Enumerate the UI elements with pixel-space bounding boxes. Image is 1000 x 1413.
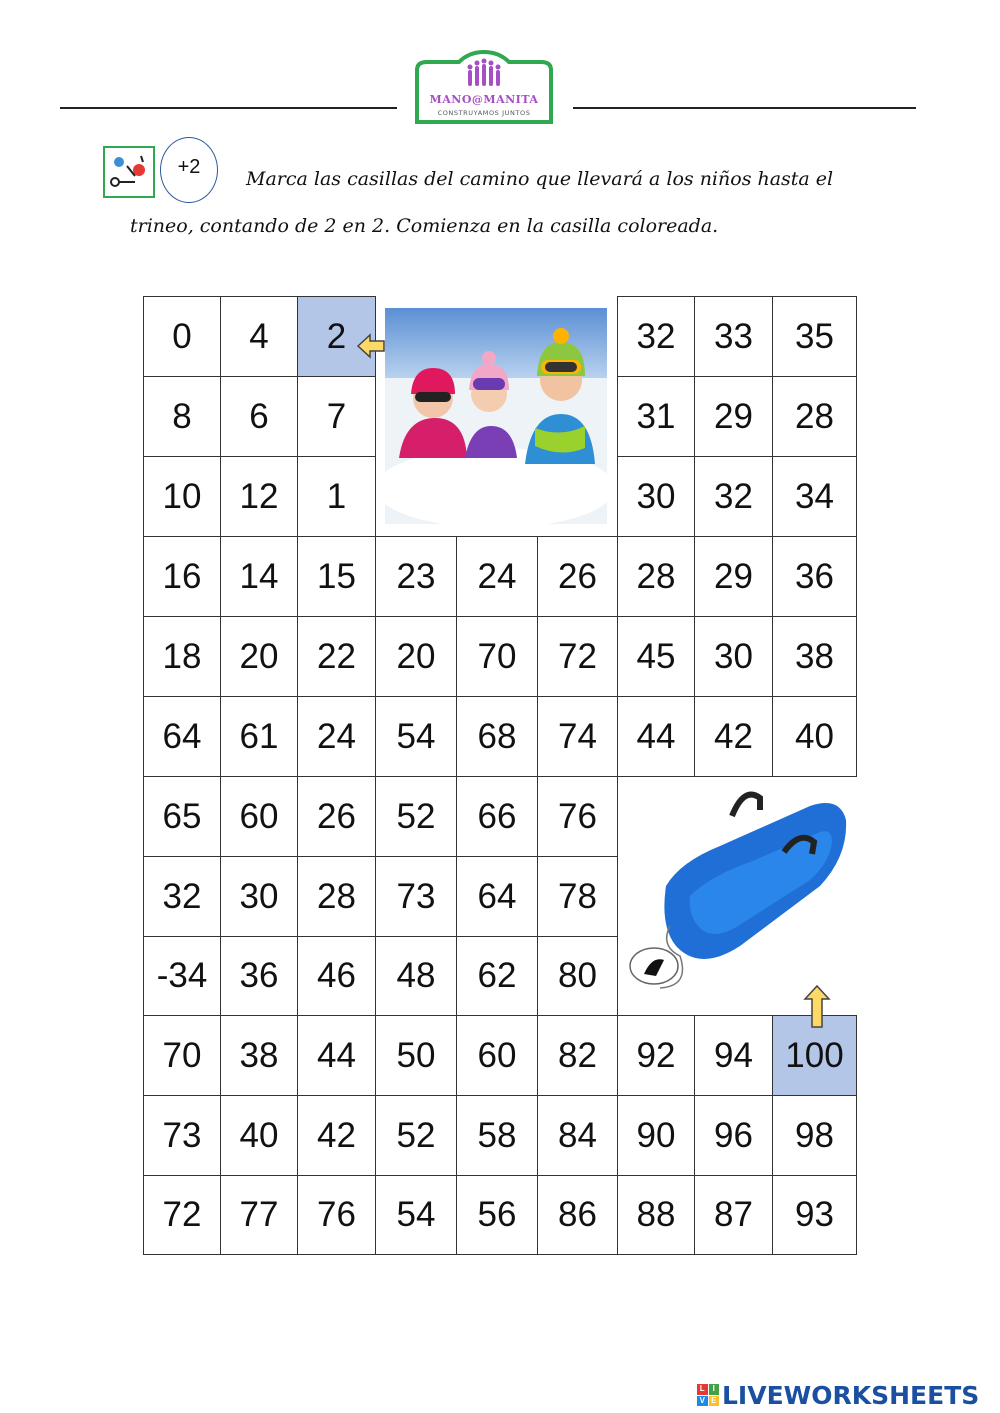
grid-cell[interactable]: 84 [537,1095,618,1176]
grid-cell[interactable]: 58 [456,1095,538,1176]
brand-name: LIVEWORKSHEETS [722,1380,980,1410]
grid-cell[interactable]: 60 [220,776,298,857]
grid-cell[interactable]: 4 [220,296,298,377]
grid-cell[interactable]: 66 [456,776,538,857]
arrow-left-icon [357,333,385,359]
grid-cell[interactable]: 76 [537,776,618,857]
grid-cell[interactable]: 62 [456,936,538,1016]
grid-cell[interactable]: 8 [143,376,221,457]
header-rule-left [60,107,397,109]
grid-cell[interactable]: 46 [297,936,376,1016]
grid-cell[interactable]: 29 [694,376,773,457]
grid-cell[interactable]: 72 [143,1175,221,1255]
grid-cell[interactable]: 31 [617,376,695,457]
logo-name: MANO@MANITA [429,93,539,106]
grid-cell[interactable]: 44 [297,1015,376,1096]
liveworksheets-logo-icon: L I V E [697,1384,719,1406]
grid-cell[interactable]: 52 [375,776,457,857]
grid-cell[interactable]: 61 [220,696,298,777]
grid-cell[interactable]: 20 [220,616,298,697]
header-rule-right [573,107,916,109]
grid-cell[interactable]: 14 [220,536,298,617]
grid-cell[interactable]: 30 [220,856,298,937]
grid-cell[interactable]: 12 [220,456,298,537]
grid-cell[interactable]: 28 [772,376,857,457]
grid-cell[interactable]: 36 [220,936,298,1016]
grid-cell[interactable]: 33 [694,296,773,377]
children-in-snow-photo [385,308,607,524]
grid-cell[interactable]: 72 [537,616,618,697]
grid-cell[interactable]: 98 [772,1095,857,1176]
grid-cell[interactable]: 44 [617,696,695,777]
grid-cell[interactable]: 26 [297,776,376,857]
grid-cell[interactable]: 80 [537,936,618,1016]
instruction-line-1: Marca las casillas del camino que llevará a los niños hasta el [246,168,834,190]
grid-cell[interactable]: 34 [772,456,857,537]
grid-cell[interactable]: 16 [143,536,221,617]
grid-cell[interactable]: 45 [617,616,695,697]
blue-sled-picture [620,776,854,1012]
grid-cell[interactable]: 28 [617,536,695,617]
grid-cell[interactable]: 70 [143,1015,221,1096]
grid-cell[interactable]: 60 [456,1015,538,1096]
grid-cell[interactable]: 50 [375,1015,457,1096]
grid-cell[interactable]: 20 [375,616,457,697]
plus-two-badge: +2 [160,137,218,203]
grid-cell[interactable]: 70 [456,616,538,697]
grid-cell[interactable]: 42 [694,696,773,777]
grid-cell[interactable]: 24 [297,696,376,777]
grid-cell[interactable]: 93 [772,1175,857,1255]
grid-cell[interactable]: 40 [772,696,857,777]
grid-cell[interactable]: 36 [772,536,857,617]
grid-cell[interactable]: 90 [617,1095,695,1176]
grid-cell[interactable]: 24 [456,536,538,617]
grid-cell[interactable]: 73 [143,1095,221,1176]
arrow-up-icon [803,985,831,1029]
grid-cell[interactable]: 6 [220,376,298,457]
grid-cell[interactable]: 38 [772,616,857,697]
grid-cell[interactable]: 42 [297,1095,376,1176]
grid-cell[interactable]: 94 [694,1015,773,1096]
grid-cell[interactable]: 38 [220,1015,298,1096]
grid-cell[interactable]: 29 [694,536,773,617]
grid-cell[interactable]: 35 [772,296,857,377]
grid-cell[interactable]: 32 [617,296,695,377]
grid-cell[interactable]: 40 [220,1095,298,1176]
grid-cell[interactable]: 78 [537,856,618,937]
grid-cell[interactable]: 32 [694,456,773,537]
grid-cell[interactable]: 88 [617,1175,695,1255]
grid-cell[interactable]: 18 [143,616,221,697]
grid-cell[interactable]: 7 [297,376,376,457]
grid-cell[interactable]: 100 [772,1015,857,1096]
grid-cell[interactable]: 28 [297,856,376,937]
liveworksheets-brand [697,1377,979,1413]
grid-cell[interactable]: 77 [220,1175,298,1255]
grid-cell[interactable]: 32 [143,856,221,937]
grid-cell[interactable]: 76 [297,1175,376,1255]
grid-cell[interactable]: 10 [143,456,221,537]
grid-cell[interactable]: 64 [143,696,221,777]
grid-cell[interactable]: 30 [694,616,773,697]
grid-cell[interactable]: 2 [297,296,376,377]
instruction-line-2: trineo, contando de 2 en 2. Comienza en la casilla coloreada. [130,215,719,237]
grid-cell[interactable]: 73 [375,856,457,937]
grid-cell[interactable]: 82 [537,1015,618,1096]
grid-cell[interactable]: 92 [617,1015,695,1096]
grid-cell[interactable]: 15 [297,536,376,617]
counting-pictogram-icon [103,146,155,198]
grid-cell[interactable]: -34 [143,936,221,1016]
grid-cell[interactable]: 64 [456,856,538,937]
grid-cell[interactable]: 30 [617,456,695,537]
grid-cell[interactable]: 54 [375,696,457,777]
grid-cell[interactable]: 68 [456,696,538,777]
grid-cell[interactable]: 26 [537,536,618,617]
grid-cell[interactable]: 48 [375,936,457,1016]
logo-tagline: CONSTRUYAMOS JUNTOS [437,109,531,117]
grid-cell[interactable]: 87 [694,1175,773,1255]
grid-cell[interactable]: 54 [375,1175,457,1255]
grid-cell[interactable]: 74 [537,696,618,777]
grid-cell[interactable]: 56 [456,1175,538,1255]
grid-cell[interactable]: 96 [694,1095,773,1176]
grid-cell[interactable]: 52 [375,1095,457,1176]
grid-cell[interactable]: 0 [143,296,221,377]
logo [413,48,555,126]
grid-cell[interactable]: 86 [537,1175,618,1255]
grid-cell[interactable]: 22 [297,616,376,697]
grid-cell[interactable]: 1 [297,456,376,537]
grid-cell[interactable]: 23 [375,536,457,617]
grid-cell[interactable]: 65 [143,776,221,857]
